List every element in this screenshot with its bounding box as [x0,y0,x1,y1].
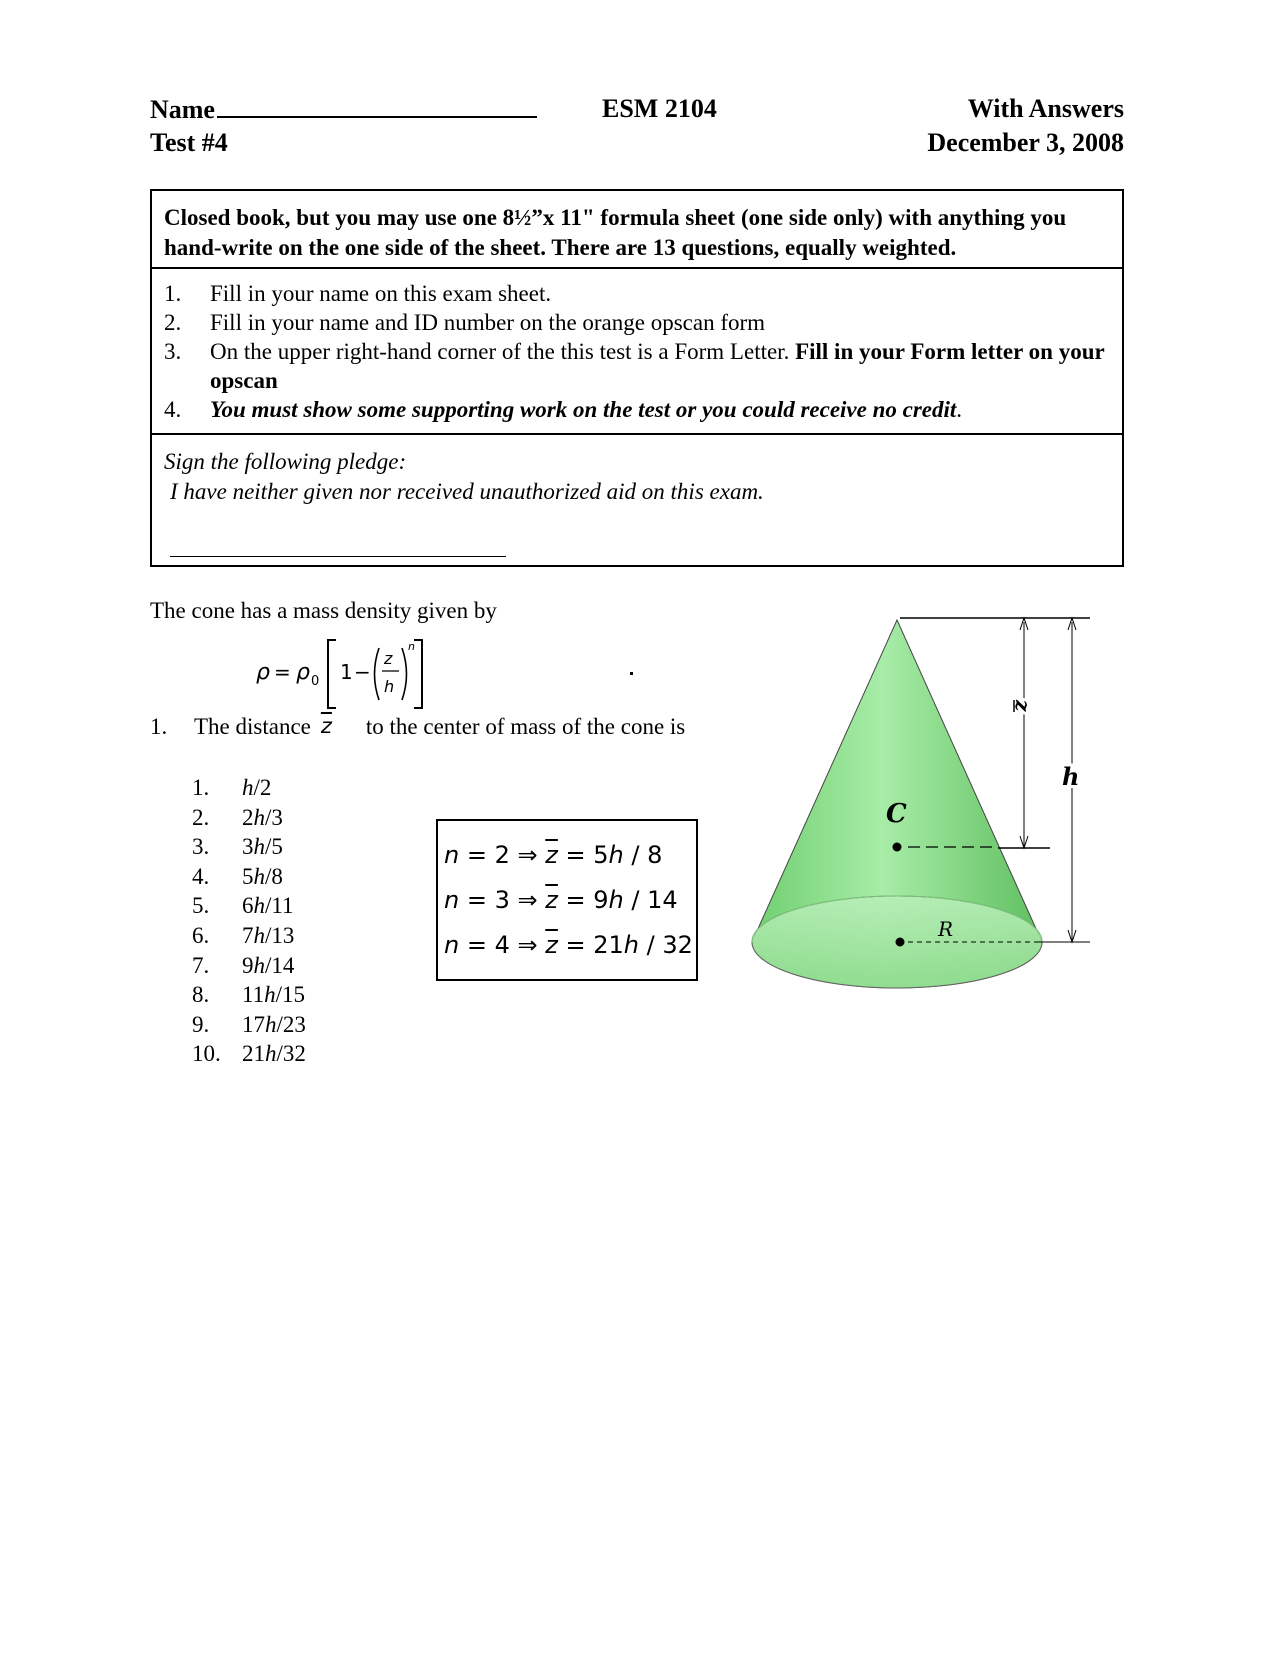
density-formula [248,634,438,714]
zbar-symbol: $\overline{z}$ [320,714,332,738]
exam-date: December 3, 2008 [927,128,1124,157]
choice-item[interactable]: 10. 21h/32 [192,1041,306,1067]
rho0-symbol: ρ [296,660,310,685]
exam-rules: Closed book, but you may use one 8½”x 11" formula sheet (one side only) with anything you hand-write on the one side of the sheet. There are 13 questions, equally weighted. [152,191,1122,269]
name-label: Name [150,92,537,127]
name-line [217,92,537,118]
r-label: R [938,917,954,941]
svg-text:=: = [274,660,291,684]
pledge-text: I have neither given nor received unauthorized aid on this exam. [170,479,764,504]
c-label: C [886,799,907,829]
problem-intro: The cone has a mass density given by [150,598,497,623]
answers-label: With Answers [967,94,1124,123]
answer-key-box [436,819,698,981]
instructions-box [150,189,1124,567]
choice-item[interactable]: 7. 9h/14 [192,952,295,978]
instruction-list [152,269,1122,435]
choice-item[interactable]: 1. h/2 [192,775,272,800]
choice-item[interactable]: 6. 7h/13 [192,922,295,948]
choice-item[interactable]: 8. 11h/15 [192,982,306,1008]
base-center-point [896,938,905,947]
center-of-mass-point [893,843,902,852]
choice-item[interactable]: 9. 17h/23 [192,1011,306,1037]
rho-symbol: ρ [256,660,270,685]
list-item: 1. Fill in your name on this exam sheet. [164,281,552,306]
stray-dot [630,672,633,675]
pledge-section [152,435,1122,565]
choice-item[interactable]: 5. 6h/11 [192,893,294,919]
answer-choices [192,773,306,1069]
answer-row: n = 2 ⇒ $\overline{z} = 5h / 8$ [444,841,663,869]
svg-text:h: h [384,677,395,696]
answer-row: n = 4 ⇒ $\overline{z} = 21h / 32$ [444,931,693,959]
h-label: h [1062,762,1080,791]
list-item: 2. Fill in your name and ID number on the orange opscan form [164,310,766,335]
svg-text:1: 1 [340,660,353,684]
svg-text:−: − [354,660,371,684]
signature-line [170,555,506,557]
question-1: 1. The distance $\overline{z}$ to the center of mass of the cone is [150,714,686,739]
course-code: ESM 2104 [602,94,717,123]
svg-text:0: 0 [311,674,320,689]
choice-item[interactable]: 4. 5h/8 [192,863,283,889]
cone-figure [740,600,1100,1000]
choice-item[interactable]: 2. 2h/3 [192,804,283,830]
list-item: 4. You must show some supporting work on the test or you could receive no credit. [164,397,963,422]
list-item: 3. On the upper right-hand corner of the this test is a Form Letter. Fill in your Form letter on your opscan [164,339,1105,393]
pledge-title: Sign the following pledge: [164,449,407,474]
test-label: Test #4 [150,128,228,157]
answer-row: n = 3 ⇒ $\overline{z} = 9h / 14$ [444,886,678,914]
svg-text:n: n [408,640,415,653]
zbar-label: z [1011,700,1035,712]
svg-text:z: z [384,649,393,668]
choice-item[interactable]: 3. 3h/5 [192,834,283,860]
